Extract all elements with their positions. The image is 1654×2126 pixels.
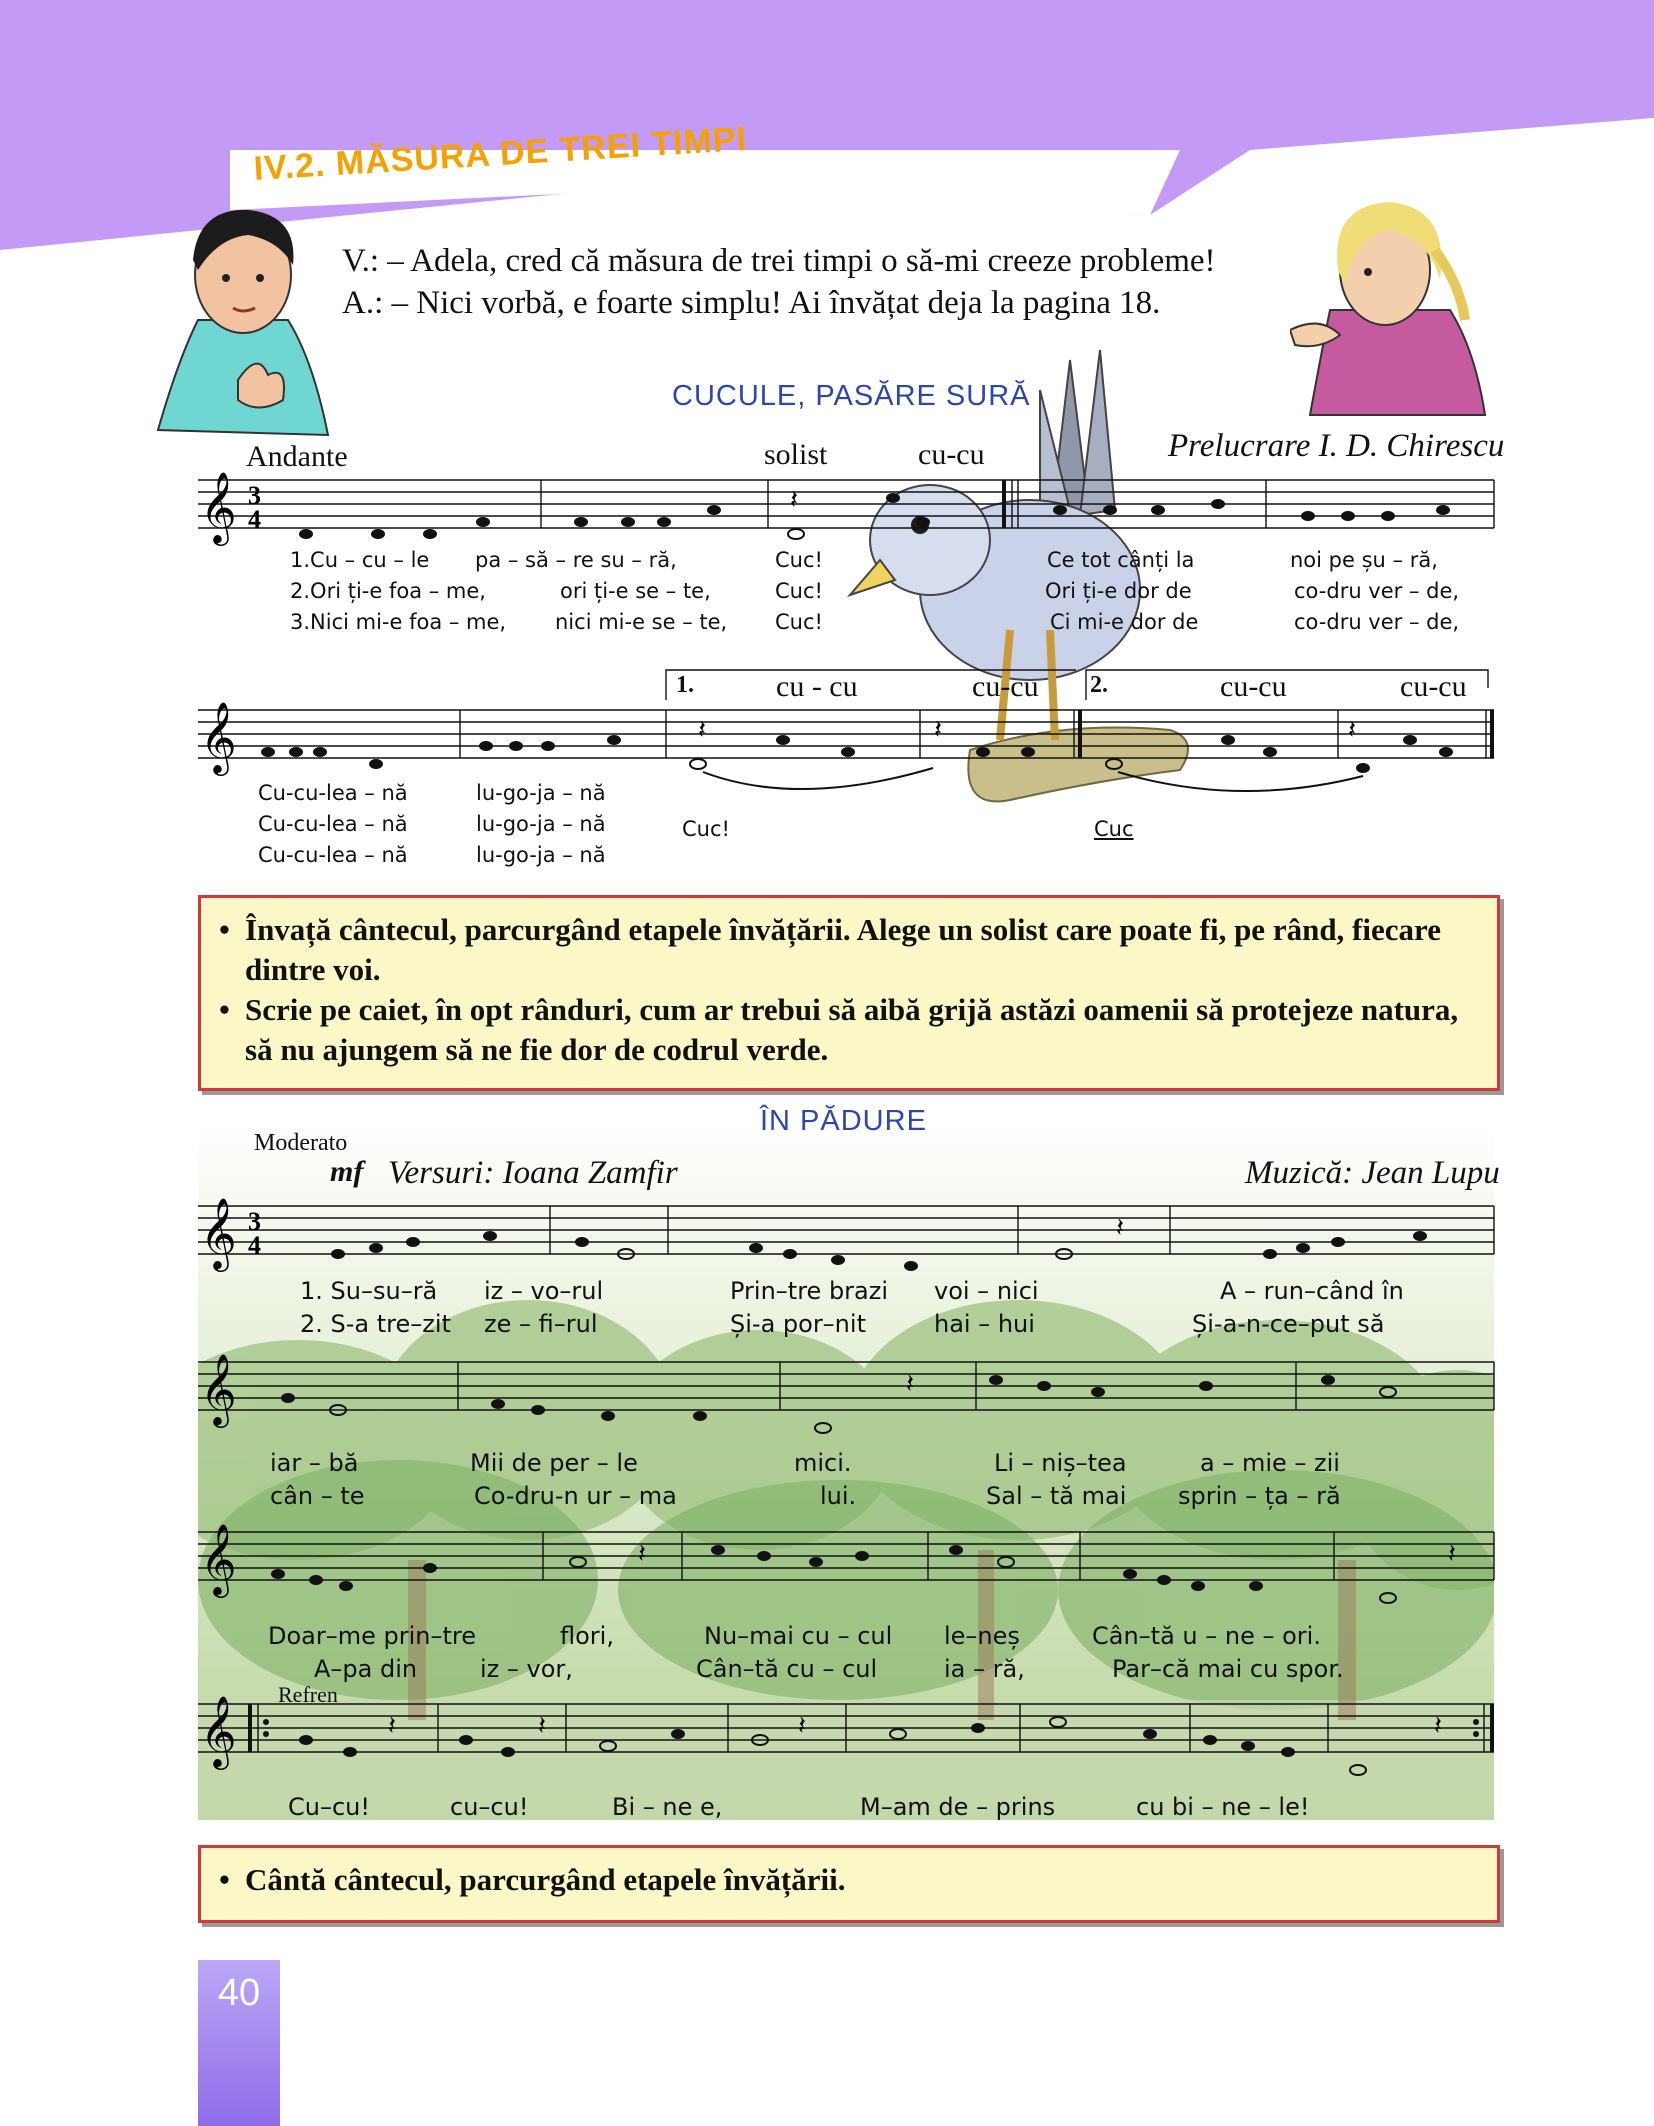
svg-text:𝄽: 𝄽 <box>906 1369 914 1398</box>
song1-ending2-label: 2. <box>1090 672 1108 698</box>
song2-r1-v2-d: hai – hui <box>934 1310 1035 1338</box>
song2-staff-1 <box>198 1196 1498 1286</box>
song1-tempo: Andante <box>246 440 348 473</box>
song1-cucu-e2b: cu-cu <box>1400 670 1467 703</box>
song2-refrain-e: cu bi – ne – le! <box>1136 1793 1310 1821</box>
song1-lyric-v2-e: co-dru ver – de, <box>1294 579 1460 603</box>
svg-text:𝄽: 𝄽 <box>790 485 798 514</box>
song2-title: ÎN PĂDURE <box>760 1105 927 1137</box>
svg-text:𝄽: 𝄽 <box>1116 1213 1124 1242</box>
svg-text:𝄞: 𝄞 <box>200 474 237 542</box>
song1-cucu-e2a: cu-cu <box>1220 670 1287 703</box>
song2-r3-v1-b: flori, <box>560 1622 614 1650</box>
dialog-line-v: V.: – Adela, cred că măsura de trei timpi o să-mi creeze probleme! <box>342 243 1216 279</box>
song2-r3-v1-a: Doar–me prin–tre <box>268 1622 477 1650</box>
song2-r2-v1-c: mici. <box>794 1449 852 1477</box>
song1-lyric-v1-a: 1.Cu – cu – le <box>290 548 430 572</box>
song2-r1-v1-e: A – run–când în <box>1220 1277 1404 1305</box>
song1-lyric-v1-b: pa – să – re su – ră, <box>475 548 677 572</box>
song2-r1-v1-d: voi – nici <box>934 1277 1039 1305</box>
song2-refrain-b: cu–cu! <box>450 1793 529 1821</box>
song2-staff-refrain <box>198 1694 1498 1784</box>
song1-cucu-label: cu-cu <box>918 438 985 471</box>
song2-r1-v2-a: 2. S-a tre–zit <box>300 1310 451 1338</box>
song2-r1-v1-b: iz – vo–rul <box>484 1277 604 1305</box>
song1-cucu-e1b: cu-cu <box>972 670 1039 703</box>
svg-text:𝄽: 𝄽 <box>934 715 942 744</box>
song1-cuc-ending1: Cuc! <box>682 817 730 841</box>
svg-text:𝄽: 𝄽 <box>1434 1711 1442 1740</box>
song2-r3-v2-b: iz – vor, <box>480 1655 573 1683</box>
song2-r3-v2-e: Par–că mai cu spor. <box>1112 1655 1344 1683</box>
task-box-2 <box>198 1845 1500 1923</box>
song1-r2-v2-a: Cu-cu-lea – nă <box>258 812 408 836</box>
song2-r3-v2-c: Cân–tă cu – cul <box>696 1655 878 1683</box>
svg-text:𝄽: 𝄽 <box>698 715 706 744</box>
song2-composer: Muzică: Jean Lupu <box>1245 1155 1500 1191</box>
svg-text:𝄽: 𝄽 <box>538 1711 546 1740</box>
boy-illustration <box>138 200 348 440</box>
svg-text:𝄞: 𝄞 <box>200 1526 237 1594</box>
song2-refrain-d: M–am de – prins <box>860 1793 1056 1821</box>
svg-text:4: 4 <box>248 505 261 534</box>
song2-r2-v2-d: Sal – tă mai <box>986 1482 1127 1510</box>
svg-text:3: 3 <box>248 481 261 510</box>
song1-r2-v3-b: lu-go-ja – nă <box>476 843 606 867</box>
song2-r2-v1-a: iar – bă <box>270 1449 359 1477</box>
song1-lyric-v3-d: Ci mi-e dor de <box>1050 610 1199 634</box>
dialog-line-a: A.: – Nici vorbă, e foarte simplu! Ai învățat deja la pagina 18. <box>342 285 1161 321</box>
song2-r1-v2-b: ze – fi–rul <box>484 1310 598 1338</box>
task1-bullet-2: • Scrie pe caiet, în opt rânduri, cum ar trebui să aibă grijă astăzi oamenii să protejeze natura, să nu ajungem să ne fie dor de codrul verde. <box>207 990 1483 1070</box>
song2-refrain-label: Refren <box>278 1682 338 1707</box>
song2-r2-v1-d: Li – niș–tea <box>994 1449 1127 1477</box>
song2-r2-v1-e: a – mie – zii <box>1200 1449 1340 1477</box>
song2-r1-v1-a: 1. Su–su–ră <box>300 1277 438 1305</box>
song2-r2-v2-b: Co-dru-n ur – ma <box>474 1482 677 1510</box>
song2-r1-v1-c: Prin–tre brazi <box>730 1277 889 1305</box>
song1-solist-label: solist <box>764 438 828 471</box>
svg-text:𝄽: 𝄽 <box>798 1711 806 1740</box>
svg-text:3: 3 <box>248 1207 261 1236</box>
song2-r2-v2-c: lui. <box>820 1482 857 1510</box>
song1-r2-v1-a: Cu-cu-lea – nă <box>258 781 408 805</box>
song2-refrain-c: Bi – ne e, <box>612 1793 723 1821</box>
chapter-title: IV.2. MĂSURA DE TREI TIMPI <box>252 119 748 189</box>
svg-text:𝄽: 𝄽 <box>1448 1539 1456 1568</box>
svg-text:𝄞: 𝄞 <box>200 1698 237 1766</box>
song1-credit: Prelucrare I. D. Chirescu <box>1168 428 1505 464</box>
svg-text:𝄽: 𝄽 <box>388 1711 396 1740</box>
song1-lyric-v3-e: co-dru ver – de, <box>1294 610 1460 634</box>
page-number: 40 <box>217 1972 261 2014</box>
song2-r2-v2-a: cân – te <box>270 1482 365 1510</box>
song2-staff-3 <box>198 1522 1498 1612</box>
song1-lyric-v3-b: nici mi-e se – te, <box>555 610 728 634</box>
song1-lyric-v2-c: Cuc! <box>775 579 823 603</box>
song2-staff-2 <box>198 1352 1498 1442</box>
song1-lyric-v2-a: 2.Ori ți-e foa – me, <box>290 579 486 603</box>
song2-r1-v2-c: Și-a por–nit <box>730 1310 866 1338</box>
svg-text:𝄽: 𝄽 <box>638 1539 646 1568</box>
song1-r2-v3-a: Cu-cu-lea – nă <box>258 843 408 867</box>
song2-r3-v2-d: ia – ră, <box>944 1655 1025 1683</box>
song2-tempo: Moderato <box>254 1130 348 1156</box>
song2-refrain-a: Cu–cu! <box>288 1793 370 1821</box>
song1-r2-v2-b: lu-go-ja – nă <box>476 812 606 836</box>
svg-text:𝄞: 𝄞 <box>200 704 237 772</box>
song1-lyric-v2-b: ori ți-e se – te, <box>560 579 711 603</box>
task2-bullet-1: • Cântă cântecul, parcurgând etapele învățării. <box>207 1860 1483 1900</box>
task-box-1 <box>198 895 1500 1091</box>
song1-lyric-v3-a: 3.Nici mi-e foa – me, <box>290 610 507 634</box>
song1-ending1-label: 1. <box>676 672 694 698</box>
svg-text:4: 4 <box>248 1231 261 1260</box>
song1-r2-v1-b: lu-go-ja – nă <box>476 781 606 805</box>
song1-lyric-v1-c: Cuc! <box>775 548 823 572</box>
song2-r3-v1-c: Nu–mai cu – cul <box>704 1622 893 1650</box>
song1-lyric-v3-c: Cuc! <box>775 610 823 634</box>
song2-r3-v1-e: Cân–tă u – ne – ori. <box>1092 1622 1321 1650</box>
song1-staff-1 <box>198 470 1498 560</box>
song2-r2-v1-b: Mii de per – le <box>470 1449 638 1477</box>
song2-r2-v2-e: sprin – ța – ră <box>1178 1482 1341 1510</box>
song2-r3-v2-a: A–pa din <box>314 1655 418 1683</box>
svg-text:𝄞: 𝄞 <box>200 1356 237 1424</box>
song2-r3-v1-d: le–neș <box>944 1622 1020 1650</box>
song2-dynamic: mf <box>330 1155 364 1188</box>
song1-cuc-ending2: Cuc <box>1094 817 1134 841</box>
svg-text:𝄽: 𝄽 <box>1348 715 1356 744</box>
song1-lyric-v2-d: Ori ți-e dor de <box>1045 579 1192 603</box>
song1-lyric-v1-e: noi pe șu – ră, <box>1290 548 1438 572</box>
song2-r1-v2-e: Și-a-n-ce–put să <box>1192 1310 1385 1338</box>
svg-text:𝄞: 𝄞 <box>200 1200 237 1268</box>
girl-illustration <box>1290 190 1490 420</box>
song1-title: CUCULE, PASĂRE SURĂ <box>672 380 1031 412</box>
song1-cucu-e1a: cu - cu <box>776 670 858 703</box>
song1-lyric-v1-d: Ce tot cânți la <box>1047 548 1195 572</box>
task1-bullet-1: • Învață cântecul, parcurgând etapele învățării. Alege un solist care poate fi, pe rând, fiecare dintre voi. <box>207 910 1483 990</box>
song2-lyricist: Versuri: Ioana Zamfir <box>388 1155 678 1191</box>
